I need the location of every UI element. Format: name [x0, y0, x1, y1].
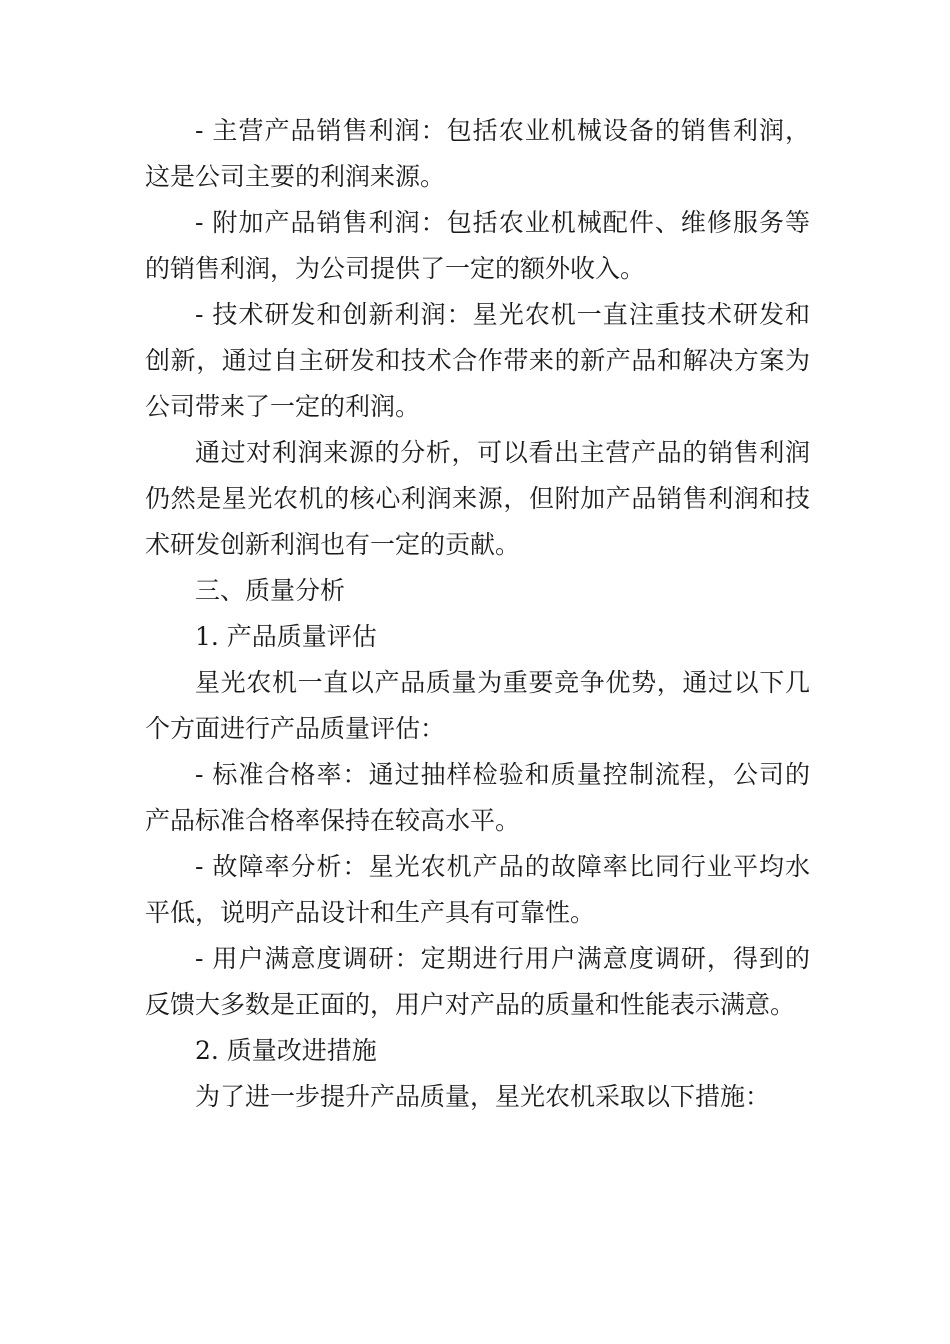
subheading-quality-assessment: 1. 产品质量评估: [195, 622, 377, 651]
paragraph-main-product-profit: - 主营产品销售利润：包括农业机械设备的销售利润，这是公司主要的利润来源。: [145, 116, 810, 191]
document-body: [145, 108, 810, 1120]
paragraph-additional-product-profit: - 附加产品销售利润：包括农业机械配件、维修服务等的销售利润，为公司提供了一定的额外收入。: [145, 208, 810, 283]
section-heading-quality-analysis: 三、质量分析: [195, 576, 346, 605]
paragraph-user-satisfaction: - 用户满意度调研：定期进行用户满意度调研，得到的反馈大多数是正面的，用户对产品的质量和性能表示满意。: [145, 944, 810, 1019]
paragraph-improvement-intro: 为了进一步提升产品质量，星光农机采取以下措施：: [195, 1082, 771, 1111]
paragraph-failure-rate: - 故障率分析：星光农机产品的故障率比同行业平均水平低，说明产品设计和生产具有可靠性。: [145, 852, 810, 927]
subheading-quality-improvement: 2. 质量改进措施: [195, 1036, 377, 1065]
paragraph-rd-innovation-profit: - 技术研发和创新利润：星光农机一直注重技术研发和创新，通过自主研发和技术合作带来的新产品和解决方案为公司带来了一定的利润。: [145, 300, 810, 421]
paragraph-pass-rate: - 标准合格率：通过抽样检验和质量控制流程，公司的产品标准合格率保持在较高水平。: [145, 760, 810, 835]
paragraph-quality-intro: 星光农机一直以产品质量为重要竞争优势，通过以下几个方面进行产品质量评估：: [145, 668, 810, 743]
paragraph-profit-summary: 通过对利润来源的分析，可以看出主营产品的销售利润仍然是星光农机的核心利润来源，但附加产品销售利润和技术研发创新利润也有一定的贡献。: [145, 438, 810, 559]
